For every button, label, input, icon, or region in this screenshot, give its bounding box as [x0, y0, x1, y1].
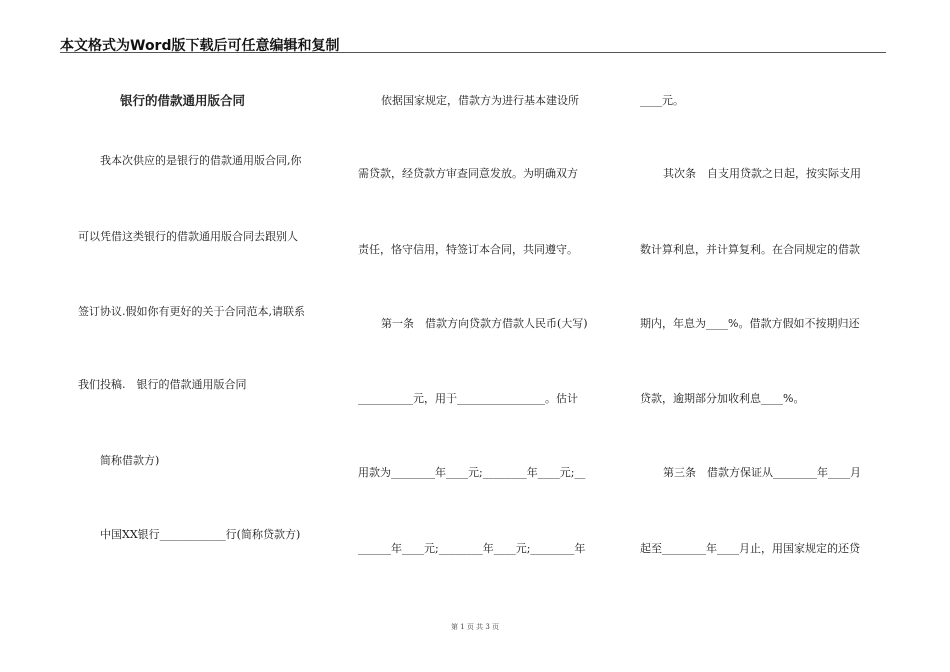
text-line: 数计算利息，并计算复利。在合同规定的借款	[640, 243, 860, 256]
text-line: 需贷款，经贷款方审查同意发放。为明确双方	[358, 167, 578, 180]
document-title: 银行的借款通用版合同	[120, 93, 246, 108]
text-line: 中国XX银行____________行(简称贷款方)	[100, 528, 301, 541]
text-line: 我们投稿. 银行的借款通用版合同	[78, 378, 247, 391]
text-line: ____元。	[640, 94, 684, 107]
document-banner: 本文格式为Word版下载后可任意编辑和复制	[60, 38, 340, 54]
text-line: 简称借款方)	[100, 454, 160, 467]
text-line: 期内，年息为____%。借款方假如不按期归还	[640, 317, 860, 330]
text-line: 起至________年____月止，用国家规定的还贷	[640, 542, 860, 555]
text-line: 用款为________年____元;________年____元;__	[358, 466, 586, 479]
text-line: 签订协议.假如你有更好的关于合同范本,请联系	[78, 305, 305, 318]
page-footer: 第 1 页 共 3 页	[450, 623, 500, 631]
text-line: 其次条 自支用贷款之日起，按实际支用	[663, 167, 861, 180]
text-line: 贷款，逾期部分加收利息____%。	[640, 392, 805, 405]
text-line: 我本次供应的是银行的借款通用版合同,你	[100, 154, 302, 167]
text-line: 依据国家规定，借款方为进行基本建设所	[381, 94, 579, 107]
text-line: 可以凭借这类银行的借款通用版合同去跟别人	[78, 230, 298, 243]
text-line: 第三条 借款方保证从________年____月	[663, 466, 861, 479]
text-line: 责任，恪守信用，特签订本合同，共同遵守。	[358, 243, 578, 256]
text-line: __________元，用于________________。估计	[358, 392, 578, 405]
text-line: 第一条 借款方向贷款方借款人民币(大写)	[381, 317, 588, 330]
text-line: ______年____元;________年____元;________年	[358, 542, 586, 555]
